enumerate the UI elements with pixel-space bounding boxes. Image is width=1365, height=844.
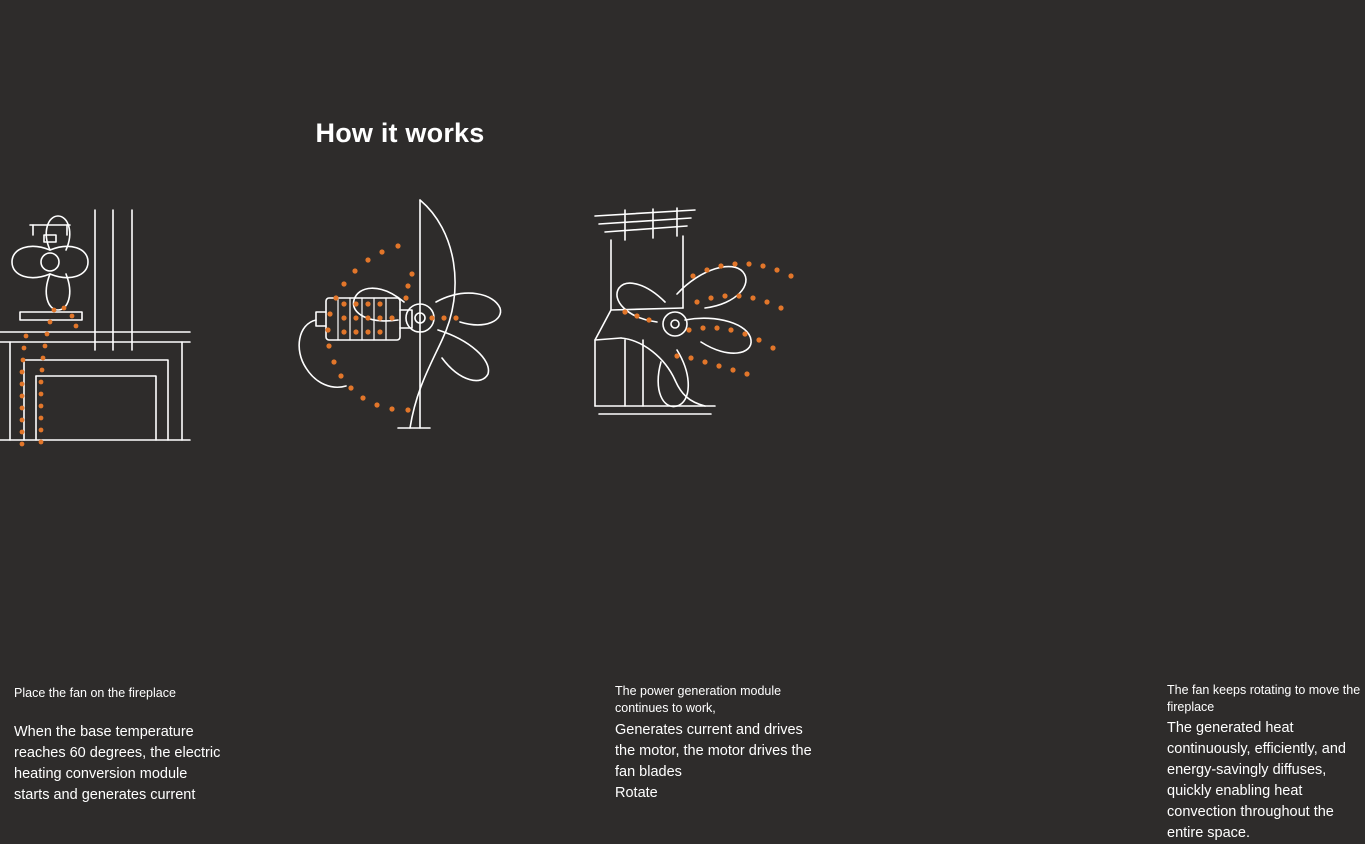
panel1-caption-small: Place the fan on the fireplace — [14, 686, 176, 700]
panel1-caption-main: When the base temperature reaches 60 degrees, the electric heating conversion module starts and generates current — [14, 724, 221, 804]
panel-fireplace — [0, 190, 300, 804]
panel3-caption-small: The fan keeps rotating to move the fireplace — [1167, 683, 1361, 714]
panel2-caption-small: The power generation module continues to work, — [615, 684, 782, 715]
panel2-caption-main: Generates current and drives the motor, the motor drives the fan blades — [615, 722, 812, 781]
fan-on-fireplace-illustration — [0, 190, 300, 480]
panel2-caption-extra: Rotate — [615, 785, 658, 801]
page-title: How it works — [315, 118, 485, 148]
fan-heat-convection-illustration — [565, 190, 800, 480]
panel-generation — [280, 190, 812, 801]
panel3-caption-main: The generated heat continuously, efficiently, and energy-savingly diffuses, quickly enabling heat convection throughout the entire space. — [1167, 720, 1346, 842]
motor-and-fan-blade-illustration — [280, 190, 570, 480]
